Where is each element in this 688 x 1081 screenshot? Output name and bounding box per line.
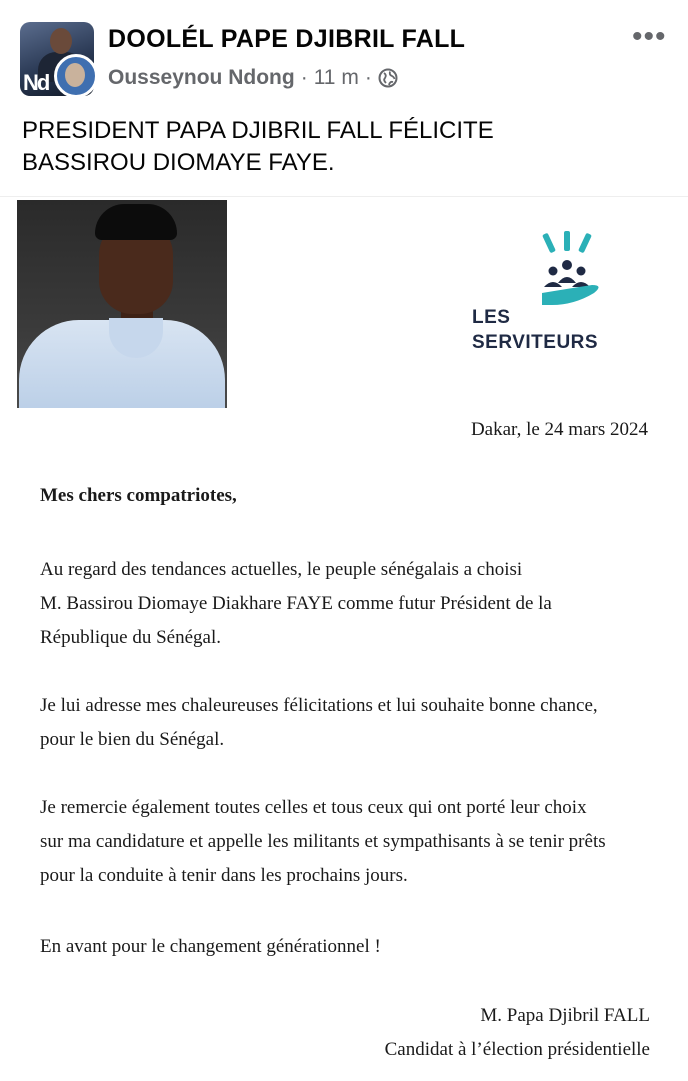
post-message-line: PRESIDENT PAPA DJIBRIL FALL FÉLICITE	[22, 117, 494, 144]
meta-separator: ·	[364, 66, 372, 89]
author-avatar-face	[65, 63, 85, 87]
author-name-link[interactable]: Ousseynou Ndong	[108, 66, 295, 89]
post-header	[0, 0, 688, 110]
paragraph-line: Au regard des tendances actuelles, le peuple sénégalais a choisi	[40, 559, 523, 580]
letter-paragraph-3	[40, 791, 660, 893]
candidate-portrait	[17, 200, 227, 408]
letter-image[interactable]	[0, 196, 688, 1081]
paragraph-line: Je lui adresse mes chaleureuses félicitations et lui souhaite bonne chance,	[40, 695, 598, 716]
paragraph-line: Je remercie également toutes celles et tous ceux qui ont porté leur choix	[40, 797, 587, 818]
post-meta	[108, 66, 398, 90]
paragraph-line: M. Bassirou Diomaye Diakhare FAYE comme futur Président de la	[40, 593, 552, 614]
post-time-link[interactable]: 11 m	[313, 66, 359, 89]
paragraph-line: pour le bien du Sénégal.	[40, 729, 225, 750]
paragraph-line: République du Sénégal.	[40, 627, 221, 648]
signature-title: Candidat à l’élection présidentielle	[384, 1039, 650, 1060]
letter-greeting: Mes chers compatriotes,	[40, 485, 237, 506]
letter-paragraph-4: En avant pour le changement générationnel !	[40, 936, 381, 957]
portrait-hair	[95, 204, 177, 240]
more-icon[interactable]: •••	[632, 20, 667, 53]
logo-text	[472, 305, 598, 355]
paragraph-line: pour la conduite à tenir dans les prochains jours.	[40, 865, 408, 886]
author-avatar[interactable]	[54, 54, 98, 98]
meta-separator: ·	[300, 66, 308, 89]
letter-paragraph-1	[40, 553, 660, 655]
avatar-figure-face	[50, 28, 72, 54]
post-message	[22, 115, 662, 179]
logo-line-2: SERVITEURS	[472, 332, 599, 353]
letter-date: Dakar, le 24 mars 2024	[470, 419, 648, 440]
avatar-text: Nd	[23, 70, 49, 95]
logo-line-1: LES	[472, 307, 511, 328]
letter-paragraph-2	[40, 689, 660, 757]
page-name-link[interactable]: DOOLÉL PAPE DJIBRIL FALL	[108, 25, 466, 53]
paragraph-line: sur ma candidature et appelle les militants et sympathisants à se tenir prêts	[40, 831, 606, 852]
post-message-line: BASSIROU DIOMAYE FAYE.	[22, 149, 335, 176]
globe-icon[interactable]	[378, 68, 398, 88]
signature-name: M. Papa Djibril FALL	[480, 1005, 650, 1026]
